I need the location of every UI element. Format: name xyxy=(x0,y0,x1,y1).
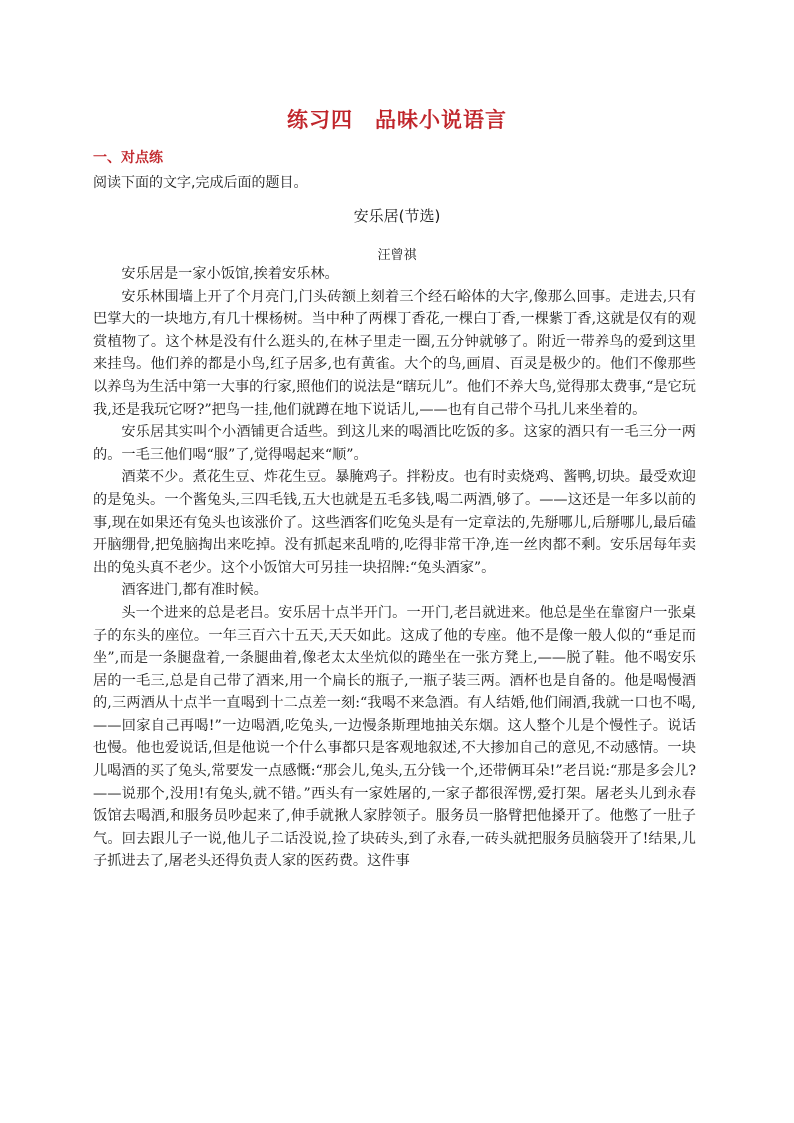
paragraph: 安乐居是一家小饭馆,挨着安乐林。 xyxy=(121,266,339,282)
passage-body xyxy=(93,263,696,873)
paragraph: 酒客进门,都有准时候。 xyxy=(121,582,268,599)
reading-instruction: 阅读下面的文字,完成后面的题目。 xyxy=(93,175,308,191)
paragraph: 头一个进来的总是老吕。安乐居十点半开门。一开门,老吕就进来。他总是坐在靠窗户一张桌子的东头的座位。一年三百六十五天,天天如此。这成了他的专座。他不是像一般人似的“垂足而坐”,而是一条腿盘着,一条腿曲着,像老太太坐炕似的踡坐在一张方凳上,——脱了鞋。他不喝安乐居的一毛三,总是自己带了酒来,用一个扁长的瓶子,一瓶子装三两。酒杯也是自备的。他是喝慢酒的,三两酒从十点半一直喝到十二点差一刻:“我喝不来急酒。有人结婚,他们闹酒,我就一口也不喝,——回家自己再喝!”一边喝酒,吃兔头,一边慢条斯理地抽关东烟。这人整个儿是个慢性子。说话也慢。他也爱说话,但是他说一个什么事都只是客观地叙述,不大掺加自己的意见,不动感情。一块儿喝酒的买了兔头,常要发一点感慨:“那会儿,兔头,五分钱一个,还带俩耳朵!”老吕说:“那是多会儿?——说那个,没用!有兔头,就不错。”西头有一家姓屠的,一家子都很浑愣,爱打架。屠老头儿到永春饭馆去喝酒,和服务员吵起来了,伸手就揪人家脖领子。服务员一胳臂把他搡开了。他憋了一肚子气。回去跟儿子一说,他儿子二话没说,捡了块砖头,到了永春,一砖头就把服务员脑袋开了!结果,儿子抓进去了,屠老头还得负责人家的医药费。这件事 xyxy=(93,604,696,870)
section-heading: 一、对点练 xyxy=(93,150,163,166)
page-title: 练习四 品味小说语言 xyxy=(287,108,507,132)
passage-title: 安乐居(节选) xyxy=(353,207,441,225)
paragraph: 安乐居其实叫个小酒铺更合适些。到这儿来的喝酒比吃饭的多。这家的酒只有一毛三分一两的。一毛三他们喝“服”了,觉得喝起来“顺”。 xyxy=(93,424,696,463)
paragraph: 酒菜不少。煮花生豆、炸花生豆。暴腌鸡子。拌粉皮。也有时卖烧鸡、酱鸭,切块。最受欢迎的是兔头。一个酱兔头,三四毛钱,五大也就是五毛多钱,喝二两酒,够了。——这还是一年多以前的事,现在如果还有兔头也该涨价了。这些酒客们吃兔头是有一定章法的,先掰哪儿,后掰哪儿,最后磕开脑绷骨,把兔脑掏出来吃掉。没有抓起来乱啃的,吃得非常干净,连一丝肉都不剩。安乐居每年卖出的兔头真不老少。这个小饭馆大可另挂一块招牌:“兔头酒家”。 xyxy=(93,469,696,576)
passage-author: 汪曾祺 xyxy=(377,248,417,263)
paragraph: 安乐林围墙上开了个月亮门,门头砖额上刻着三个经石峪体的大字,像那么回事。走进去,只有巴掌大的一块地方,有几十棵杨树。当中种了两棵丁香花,一棵白丁香,一棵紫丁香,这就是仅有的观赏植物了。这个林是没有什么逛头的,在林子里走一圈,五分钟就够了。附近一带养鸟的爱到这里来挂鸟。他们养的都是小鸟,红子居多,也有黄雀。大个的鸟,画眉、百灵是极少的。他们不像那些以养鸟为生活中第一大事的行家,照他们的说法是“瞎玩儿”。他们不养大鸟,觉得那太费事,“是它玩我,还是我玩它呀?”把鸟一挂,他们就蹲在地下说话儿,——也有自己带个马扎儿来坐着的。 xyxy=(93,288,696,418)
